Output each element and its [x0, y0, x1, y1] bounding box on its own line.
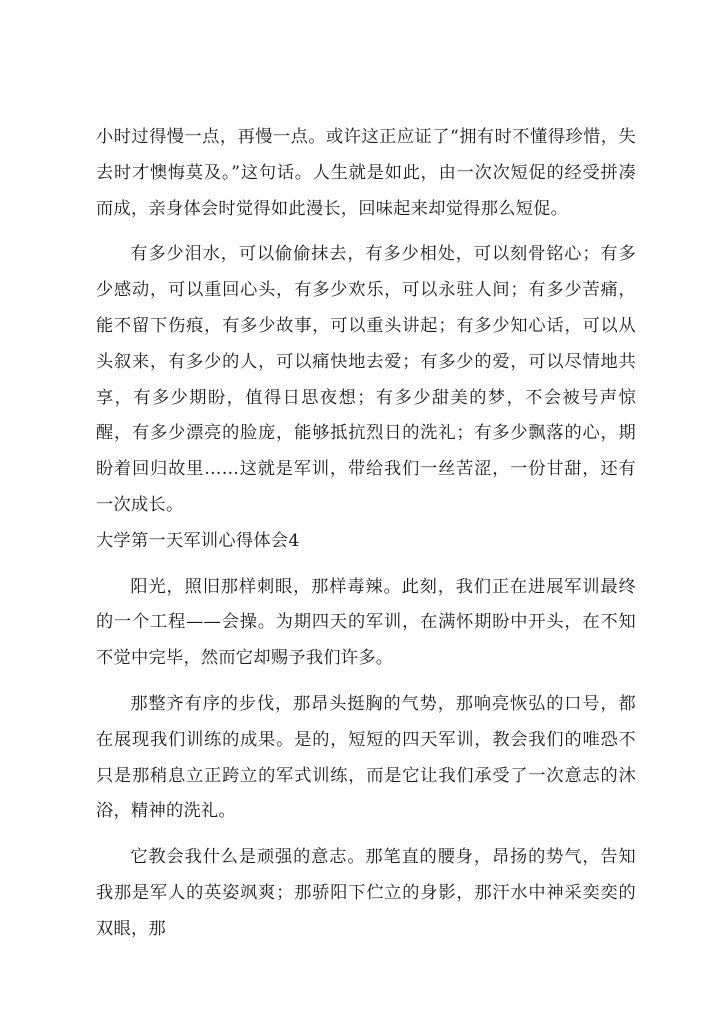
paragraph-3: 阳光，照旧那样刺眼，那样毒辣。此刻，我们正在进展军训最终的一个工程——会操。为期四天的军训，在满怀期盼中开头，在不知不觉中完毕，然而它却赐予我们许多。	[96, 576, 636, 669]
paragraph-1: 小时过得慢一点，再慢一点。或许这正应证了“拥有时不懂得珍惜，失去时才懊悔莫及。”这句话。人生就是如此，由一次次短促的经受拼凑而成，亲身体会时觉得如此漫长，回味起来却觉得那么短促。	[96, 127, 636, 219]
paragraph-2: 有多少泪水，可以偷偷抹去，有多少相处，可以刻骨铭心；有多少感动，可以重回心头，有多少欢乐，可以永驻人间；有多少苦痛，能不留下伤痕，有多少故事，可以重头讲起；有多少知心话，可以从头叙来，有多少的人，可以痛快地去爱；有多少的爱，可以尽情地共享，有多少期盼，值得日思夜想；有多少甜美的梦，不会被号声惊醒，有多少漂亮的脸庞，能够抵抗烈日的洗礼；有多少飘落的心，期盼着回归故里……这就是军训，带给我们一丝苦涩，一份甘甜，还有一次成长。	[96, 244, 636, 515]
section-heading: 大学第一天军训心得体会4	[96, 530, 300, 551]
paragraph-5: 它教会我什么是顽强的意志。那笔直的腰身，昂扬的势气，告知我那是军人的英姿飒爽；那骄阳下伫立的身影，那汗水中神采奕奕的双眼，那	[96, 847, 636, 939]
paragraph-4: 那整齐有序的步伐，那昂头挺胸的气势，那响亮恢弘的口号，都在展现我们训练的成果。是的，短短的四天军训，教会我们的唯恐不只是那稍息立正跨立的军式训练，而是它让我们承受了一次意志的沐浴，精神的洗礼。	[96, 693, 636, 822]
document-page	[96, 120, 636, 948]
